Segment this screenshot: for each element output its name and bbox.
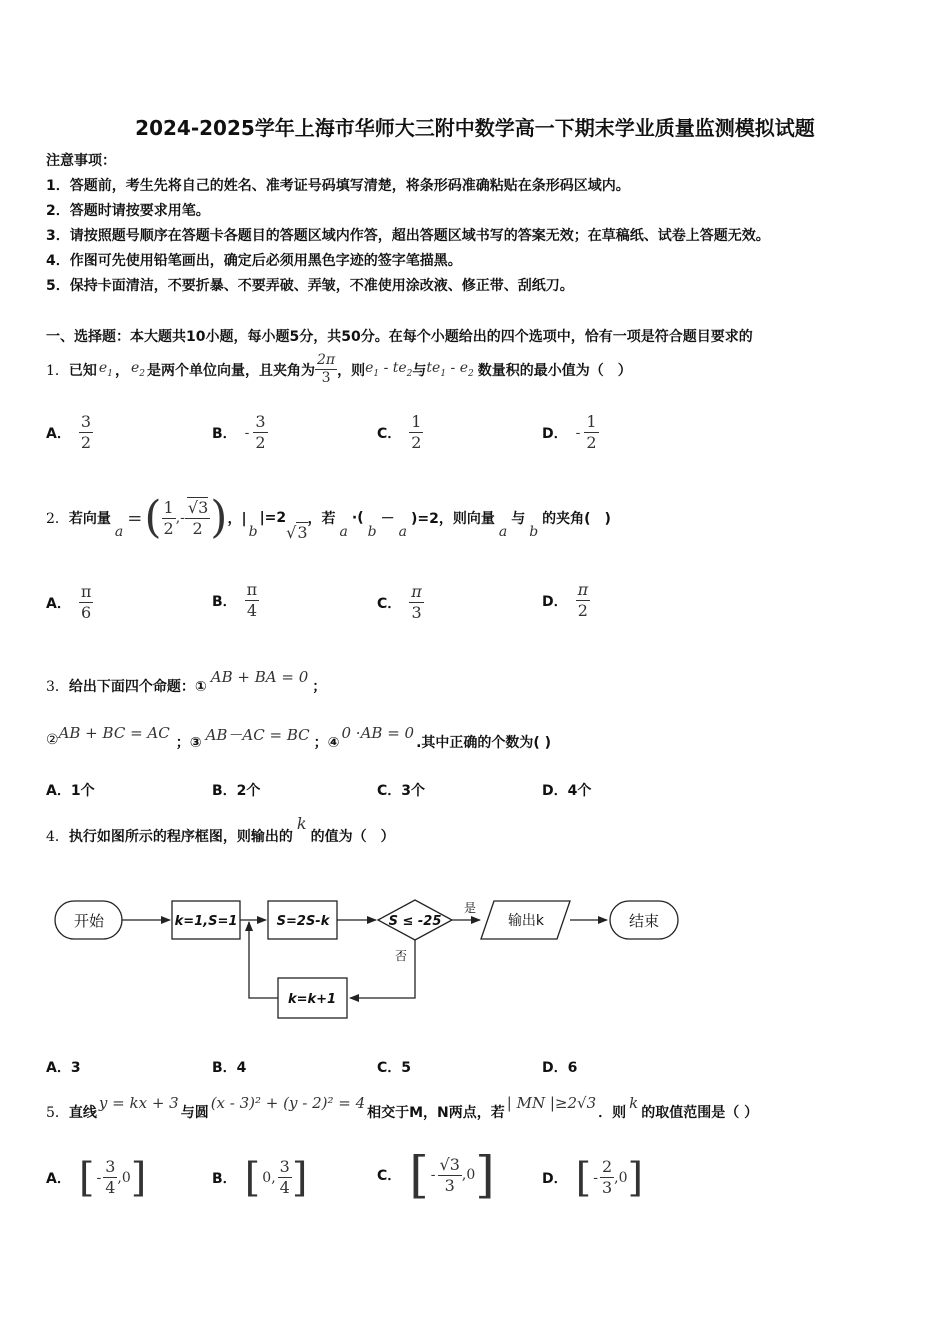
option-b[interactable]: B．4 — [212, 1060, 247, 1076]
interval-prefix: - — [430, 1167, 436, 1183]
option-a[interactable]: A． [ - $\frac{3}{4}$ ,0 ] — [46, 1154, 147, 1201]
math-fraction: $\frac{2\pi}{3}$ — [316, 352, 336, 386]
question-3-continued — [46, 724, 551, 752]
interval-suffix: ,0 — [614, 1169, 628, 1186]
option-label: A． — [46, 1170, 71, 1187]
math-fraction: $\frac{\pi}{4}$ — [246, 580, 258, 620]
question-text: 已知 — [68, 362, 97, 379]
option-c[interactable]: C．3个 — [377, 783, 426, 799]
math-fraction: $\frac{\pi}{6}$ — [80, 582, 92, 622]
flow-end-label: 结束 — [628, 912, 660, 930]
interval-prefix: - — [593, 1169, 598, 1186]
math-expr: AB + BC = AC — [58, 724, 170, 742]
option-label: A． — [46, 595, 71, 612]
question-1 — [46, 352, 632, 387]
question-text: )=2，则向量 — [410, 511, 495, 527]
option-c[interactable]: C．5 — [377, 1060, 412, 1076]
math-fraction: $\frac{3}{2}$ — [255, 412, 266, 452]
option-b[interactable]: B． [ 0, $\frac{3}{4}$ ] — [212, 1154, 308, 1201]
math-fraction: $\frac{1}{2}$ — [163, 497, 174, 538]
option-b[interactable] — [212, 580, 259, 621]
question-5 — [46, 1094, 758, 1122]
question-text: 执行如图所示的程序框图，则输出的 — [68, 829, 293, 845]
question-3 — [46, 668, 326, 696]
flow-output-label: 输出k — [507, 913, 545, 929]
math-fraction: $\frac{\pi}{3}$ — [411, 582, 422, 622]
question-text: ② — [46, 732, 59, 748]
option-label: D． — [542, 425, 568, 442]
question-text: － — [380, 511, 395, 527]
option-a[interactable] — [46, 412, 93, 453]
option-a[interactable] — [46, 582, 93, 623]
note-item: 4．作图可先使用铅笔画出，确定后必须用黑色字迹的签字笔描黑。 — [46, 253, 462, 269]
question-text: 与 — [511, 511, 526, 527]
option-a[interactable]: A．1个 — [46, 783, 95, 799]
question-text: ·( — [351, 510, 364, 526]
question-text: 给出下面四个命题：① — [68, 679, 207, 695]
question-text: |=2 — [259, 510, 287, 526]
question-text: ，| — [227, 511, 247, 527]
math-fraction: $\frac{\pi}{2}$ — [577, 580, 589, 620]
option-d[interactable]: D． [ - $\frac{2}{3}$ ,0 ] — [542, 1154, 644, 1201]
question-text: 与 — [412, 362, 427, 379]
option-d[interactable]: D．4个 — [542, 783, 592, 799]
question-text: 与圆 — [180, 1105, 209, 1121]
option-b[interactable] — [212, 412, 268, 453]
question-text: .其中正确的个数为( ) — [416, 735, 552, 751]
option-label: D． — [542, 593, 568, 610]
option-c[interactable] — [377, 582, 424, 623]
interval-prefix: 0, — [262, 1169, 276, 1186]
flow-start-label: 开始 — [73, 912, 105, 930]
option-label: B． — [212, 425, 237, 442]
option-d[interactable] — [542, 412, 599, 453]
option-d[interactable] — [542, 580, 590, 621]
math-vector-b: b — [367, 524, 377, 540]
question-number: 1． — [46, 362, 69, 379]
interval-suffix: ,0 — [117, 1169, 131, 1186]
math-expr: AB + BA = 0 — [210, 668, 309, 686]
question-text: 的取值范围是（ ） — [641, 1105, 759, 1121]
math-sqrt3: √3 — [286, 522, 308, 542]
option-label: D． — [542, 1170, 568, 1187]
option-c[interactable] — [377, 412, 423, 453]
math-fraction: $\frac{1}{2}$ — [411, 412, 422, 452]
flow-condition-label: S ≤ -25 — [388, 914, 442, 929]
option-d[interactable]: D．6 — [542, 1060, 578, 1076]
question-text: ； — [312, 679, 327, 695]
question-4 — [46, 814, 395, 846]
math-vector-b: b — [248, 524, 258, 540]
math-var-k: k — [296, 814, 307, 833]
question-text: ；④ — [313, 735, 340, 751]
option-sign: - — [575, 424, 581, 441]
option-a[interactable]: A．3 — [46, 1060, 81, 1076]
option-sign: - — [244, 424, 250, 441]
question-text: ．则 — [598, 1105, 627, 1121]
page-title: 2024-2025学年上海市华师大三附中数学高一下期末学业质量监测模拟试题 — [135, 116, 815, 140]
flowchart — [0, 880, 950, 1030]
math-fraction: $\frac{√3}{2}$ — [185, 498, 210, 539]
question-text: ，则 — [337, 362, 366, 379]
flow-increment-label: k=k+1 — [287, 992, 337, 1007]
section-heading: 一、选择题：本大题共10小题，每小题5分，共50分。在每个小题给出的四个选项中，恰有一项是符合题目要求的 — [46, 329, 753, 345]
math-fraction: $\frac{√3}{3}$ — [439, 1154, 460, 1195]
math-expr: $te_1 - e_2$ — [426, 360, 474, 379]
flow-no-label: 否 — [394, 949, 408, 963]
option-label: C． — [377, 1168, 402, 1184]
question-text: 的值为（ ） — [310, 829, 395, 845]
math-circle: (x - 3)² + (y - 2)² = 4 — [210, 1094, 366, 1112]
option-b[interactable]: B．2个 — [212, 783, 261, 799]
math-vector-a: a — [339, 524, 348, 540]
question-text: ，若 — [307, 511, 336, 527]
math-vector-a: a — [398, 524, 407, 540]
question-text: 数量积的最小值为（ ） — [477, 362, 632, 379]
question-2: 2． 若向量 a = ( $\frac{1}{2}$ ,- $\frac{√3}{2}$ ) ，| b |=2 √3 ，若 a ·( b － a )=2，则向量 a 与 b 的夹角( ) — [46, 492, 611, 543]
question-text: ；③ — [175, 735, 202, 751]
math-fraction: $\frac{3}{4}$ — [105, 1157, 116, 1197]
math-e1: $e_1$ — [98, 360, 113, 379]
note-item: 1．答题前，考生先将自己的姓名、准考证号码填写清楚，将条形码准确粘贴在条形码区域内。 — [46, 178, 630, 194]
question-number: 5． — [46, 1105, 69, 1121]
note-item: 3．请按照题号顺序在答题卡各题目的答题区域内作答，超出答题区域书写的答案无效；在草稿纸、试卷上答题无效。 — [46, 228, 770, 244]
option-label: C． — [377, 595, 402, 612]
math-expr: 0 ·AB = 0 — [341, 724, 415, 742]
option-label: B． — [212, 1170, 237, 1187]
question-number: 2． — [46, 511, 69, 527]
question-text: 若向量 — [68, 511, 111, 527]
question-text: 相交于M，N两点，若 — [367, 1105, 505, 1121]
math-vector-b: b — [529, 524, 539, 540]
question-number: 3． — [46, 679, 69, 695]
option-c[interactable]: C． [ - $\frac{√3}{3}$ ,0 ] — [377, 1146, 495, 1204]
flow-yes-label: 是 — [463, 901, 477, 915]
flow-step-label: S=2S-k — [276, 914, 330, 929]
math-fraction: $\frac{1}{2}$ — [586, 412, 597, 452]
question-number: 4． — [46, 829, 69, 845]
option-label: B． — [212, 593, 237, 610]
question-text: 的夹角( ) — [542, 511, 611, 527]
question-text: 直线 — [68, 1105, 97, 1121]
notes-heading: 注意事项： — [46, 153, 116, 169]
option-label: C． — [377, 425, 402, 442]
flow-init-label: k=1,S=1 — [174, 914, 238, 929]
math-fraction: $\frac{3}{4}$ — [279, 1157, 290, 1197]
interval-prefix: - — [96, 1169, 102, 1186]
math-line: y = kx + 3 — [98, 1094, 179, 1112]
math-vector-a: a — [498, 524, 508, 540]
question-text: ， — [114, 362, 129, 379]
math-vector-a: a — [114, 524, 124, 540]
math-fraction: $\frac{2}{3}$ — [601, 1157, 613, 1197]
question-text: 是两个单位向量，且夹角为 — [146, 362, 315, 379]
math-condition: | MN |≥2√3 — [506, 1094, 597, 1112]
option-label: A． — [46, 425, 71, 442]
math-expr: AB－AC = BC — [205, 726, 310, 744]
math-fraction: $\frac{3}{2}$ — [80, 412, 92, 452]
math-expr: $e_1 - te_2$ — [365, 360, 413, 379]
math-var-k: k — [629, 1094, 639, 1112]
interval-suffix: ,0 — [461, 1167, 476, 1183]
math-e2: $e_2$ — [130, 360, 145, 379]
note-item: 5．保持卡面清洁，不要折暴、不要弄破、弄皱，不准使用涂改液、修正带、刮纸刀。 — [46, 278, 574, 294]
note-item: 2．答题时请按要求用笔。 — [46, 203, 210, 219]
